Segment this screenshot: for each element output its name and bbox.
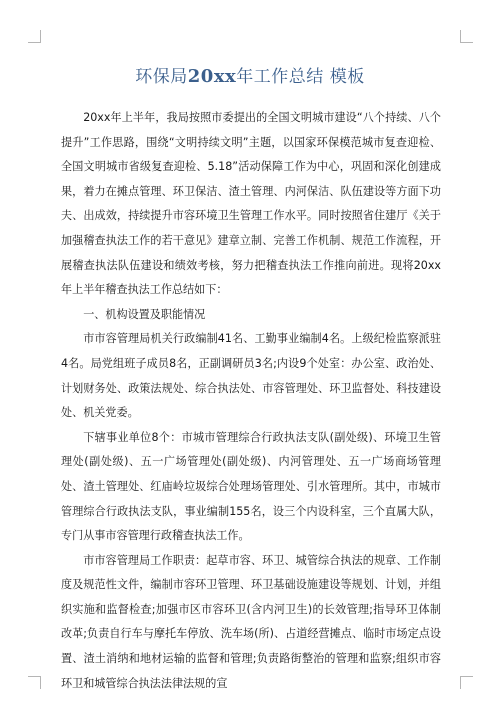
document-title xyxy=(0,62,500,87)
staffing-paragraph: 市市容管理局机关行政编制41名、工勤事业编制4名。上级纪检监察派驻4名。局党组班子成员8名，正副调研员3名;内设9个处室：办公室、政治处、计划财务处、政策法规处、综合执法处、市容管理处、环卫监督处、科技建设处、机关党委。 xyxy=(61,332,441,420)
subordinate-units-paragraph: 下辖事业单位8个：市城市管理综合行政执法支队(副处级)、环境卫生管理处(副处级)、五一广场管理处(副处级)、内河管理处、五一广场商场管理处、渣土管理处、红庙岭垃圾综合处理场管理处、引水管理所。其中，市城市管理综合行政执法支队，事业编制155名，设三个内设科室，三个直属大队，专门从事市容管理行政稽查执法工作。 xyxy=(61,430,441,543)
title-year: 20xx xyxy=(187,66,237,87)
title-suffix: 年工作总结 模板 xyxy=(236,67,365,87)
intro-paragraph: 20xx年上半年，我局按照市委提出的全国文明城市建设“八个持续、八个提升”工作思路，围绕“文明持续文明”主题，以国家环保模范城市复查迎检、全国文明城市省级复查迎检、5.18”活动保障工作为中心，巩固和深化创建成果，着力在摊点管理、环卫保洁、渣土管理、内河保洁、队伍建设等方面下功夫、出成效，持续提升市容环境卫生管理工作水平。同时按照省住建厅《关于加强稽查执法工作的若干意见》建章立制、完善工作机制、规范工作流程，开展稽查执法队伍建设和绩效考核，努力把稽查执法工作推向前进。现将20xx年上半年稽查执法工作总结如下： xyxy=(61,111,441,297)
crop-mark-top-right xyxy=(460,30,473,43)
section-heading: 一、机构设置及职能情况 xyxy=(83,307,206,321)
crop-mark-bottom-right xyxy=(460,676,473,689)
crop-mark-bottom-left xyxy=(28,676,41,689)
duties-paragraph: 市市容管理局工作职责：起草市容、环卫、城管综合执法的规章、工作制度及规范性文件，编制市容环卫管理、环卫基础设施建设等规划、计划，并组织实施和监督检查;加强市区市容环卫(含内河卫生)的长效管理;指导环卫体制改革;负责自行车与摩托车停放、洗车场(所)、占道经营摊点、临时市场定点设置、渣土消纳和地材运输的监督和管理;负责路街整治的管理和监察;组织市容环卫和城管综合执法法律法规的宣 xyxy=(61,553,441,690)
title-prefix: 环保局 xyxy=(135,67,188,87)
crop-mark-top-left xyxy=(28,30,41,43)
document-body xyxy=(61,106,441,696)
